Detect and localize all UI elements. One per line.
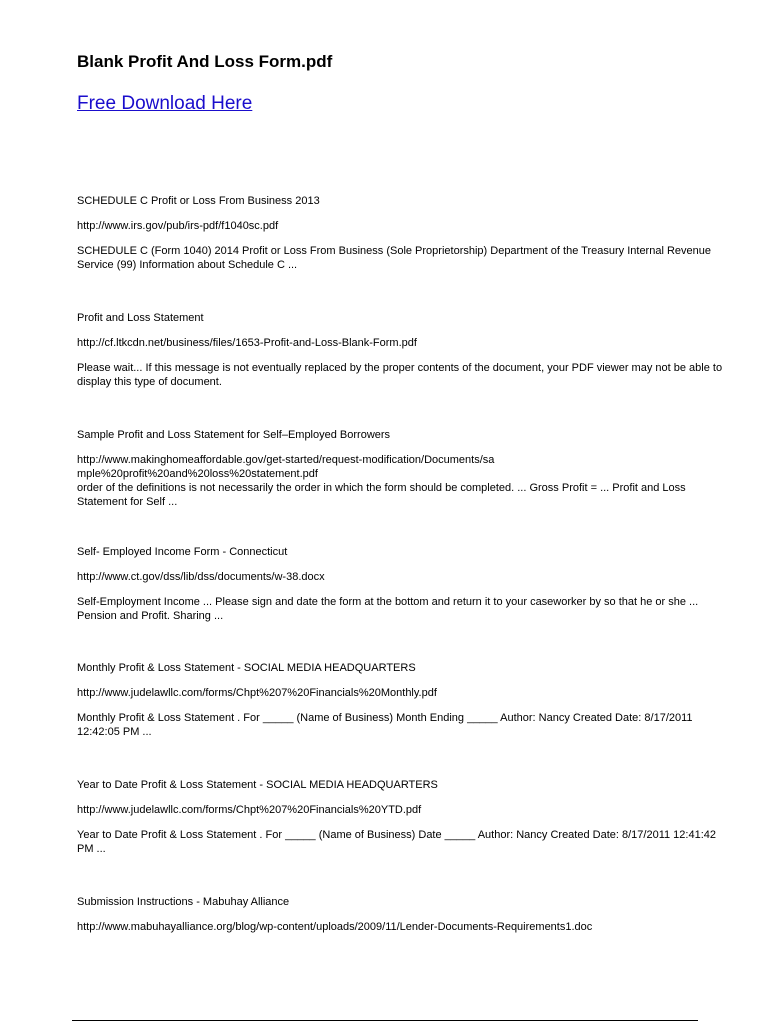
free-download-link[interactable]: Free Download Here [77,93,253,114]
result-url: http://www.ct.gov/dss/lib/dss/documents/w-38.docx [77,571,325,583]
result-item [77,661,727,739]
result-url: http://www.judelawllc.com/forms/Chpt%207%20Financials%20YTD.pdf [77,804,422,816]
result-snippet: Self-Employment Income ... Please sign and date the form at the bottom and return it to your caseworker by so that he or she ... Pension and Profit. Sharing ... [77,596,699,622]
result-item [77,194,727,272]
result-title: Profit and Loss Statement [77,312,204,324]
result-url: http://www.makinghomeaffordable.gov/get-started/request-modification/Documents/sample%20profit%20and%20loss%20statement.pdf [77,454,495,480]
result-item [77,545,727,623]
result-item [77,778,727,856]
result-snippet: Please wait... If this message is not eventually replaced by the proper contents of the document, your PDF viewer may not be able to display this type of document. [77,362,723,388]
result-title: Monthly Profit & Loss Statement - SOCIAL MEDIA HEADQUARTERS [77,662,416,674]
document-title: Blank Profit And Loss Form.pdf [77,52,333,71]
result-snippet: order of the definitions is not necessarily the order in which the form should be completed. ... Gross Profit = ... Profit and Loss Statement for Self ... [77,482,686,508]
result-title: Sample Profit and Loss Statement for Self–Employed Borrowers [77,429,391,441]
result-snippet: SCHEDULE C (Form 1040) 2014 Profit or Loss From Business (Sole Proprietorship) Department of the Treasury Internal Revenue Service (99) Information about Schedule C ... [77,245,711,271]
result-title: Submission Instructions - Mabuhay Alliance [77,896,290,908]
result-url: http://www.judelawllc.com/forms/Chpt%207%20Financials%20Monthly.pdf [77,687,437,699]
result-item [77,311,727,389]
result-url: http://www.mabuhayalliance.org/blog/wp-content/uploads/2009/11/Lender-Documents-Requirements1.doc [77,921,593,933]
result-item [77,428,727,509]
result-title: Year to Date Profit & Loss Statement - SOCIAL MEDIA HEADQUARTERS [77,779,438,791]
result-title: SCHEDULE C Profit or Loss From Business 2013 [77,195,320,207]
result-url: http://www.irs.gov/pub/irs-pdf/f1040sc.pdf [77,220,279,232]
result-snippet: Monthly Profit & Loss Statement . For _____ (Name of Business) Month Ending _____ Author: Nancy Created Date: 8/17/2011 12:42:05 PM ... [77,712,693,738]
result-title: Self- Employed Income Form - Connecticut [77,546,288,558]
footer-divider [72,1020,698,1021]
result-snippet: Year to Date Profit & Loss Statement . For _____ (Name of Business) Date _____ Author: Nancy Created Date: 8/17/2011 12:41:42 PM ... [77,829,716,855]
result-item [77,895,727,934]
result-url: http://cf.ltkcdn.net/business/files/1653-Profit-and-Loss-Blank-Form.pdf [77,337,417,349]
